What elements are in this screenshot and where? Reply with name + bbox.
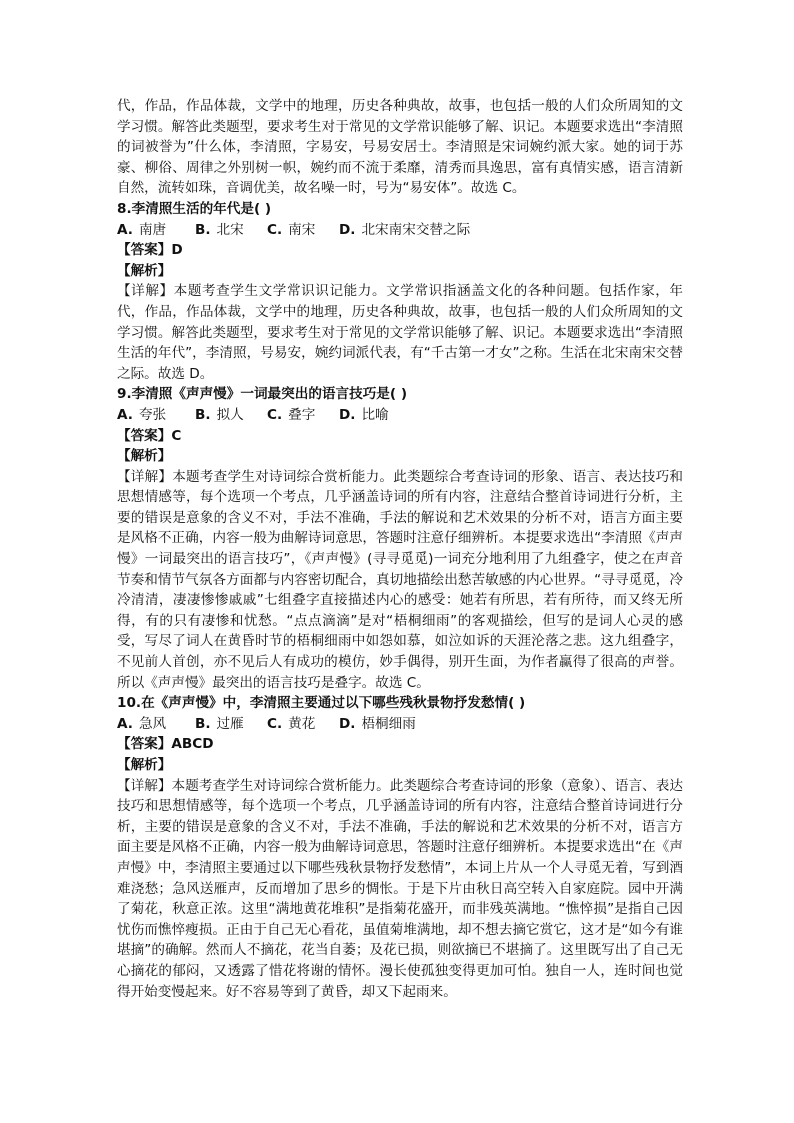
question-9-option-a: A. 夸张 [117, 406, 167, 423]
question-10-options [117, 714, 683, 735]
intro-paragraph: 代，作品，作品体裁，文学中的地理，历史各种典故，故事，也包括一般的人们众所周知的文学习惯。解答此类题型，要求考生对于常见的文学常识能够了解、识记。本题要求选出“李清照的词被誉为”什么体，李清照，字易安，号易安居士。李清照是宋词婉约派大家。她的词于苏豪、柳俗、周律之外别树一帜，婉约而不流于柔靡，清秀而具逸思，富有真情实感，语言清新自然，流转如珠，音调优美，故名噪一时，号为“易安体”。故选 C。 [117, 98, 683, 197]
question-9-option-c: C. 叠字 [267, 406, 316, 423]
question-9-option-b: B. 拟人 [195, 406, 244, 423]
question-8-stem: 8.李清照生活的年代是( ) [117, 200, 272, 217]
question-9-analysis-label: 【解析】 [117, 448, 172, 465]
question-8-answer: 【答案】D [117, 242, 183, 259]
question-9-options [117, 405, 683, 426]
question-10-option-c: C. 黄花 [267, 715, 316, 732]
question-10-option-a: A. 急风 [117, 715, 167, 732]
question-10-option-b: B. 过雁 [195, 715, 244, 732]
question-9-answer: 【答案】C [117, 427, 182, 444]
question-9-stem: 9.李清照《声声慢》一词最突出的语言技巧是( ) [117, 386, 408, 403]
question-8-option-d: D. 北宋南宋交替之际 [339, 221, 471, 238]
question-10-answer: 【答案】ABCD [117, 736, 214, 753]
question-10-analysis-label: 【解析】 [117, 757, 172, 773]
question-8-detail: 【详解】本题考查学生文学常识识记能力。文学常识指涵盖文化的各种问题。包括作家，年代，作品，作品体裁，文学中的地理，历史各种典故，故事，也包括一般的人们众所周知的文学习惯。解答此类题型，要求考生对于常见的文学常识能够了解、识记。本题要求选出“李清照生活的年代”，李清照，号易安，婉约词派代表，有“千古第一才女”之称。生活在北宋南宋交替之际。故选 D。 [117, 283, 683, 382]
question-9-option-d: D. 比喻 [339, 406, 389, 423]
question-9-detail: 【详解】本题考查学生对诗词综合赏析能力。此类题综合考查诗词的形象、语言、表达技巧和思想情感等，每个选项一个考点，几乎涵盖诗词的所有内容，注意结合整首诗词进行分析，主要的错误是意象的含义不对，手法不准确，手法的解说和艺术效果的分析不对，语言方面主要是风格不正确，内容一般为曲解诗词意思，答题时注意仔细辨析。本提要求选出“李清照《声声慢》一词最突出的语言技巧”，《声声慢》(寻寻觅觅)一词充分地利用了九组叠字，使之在声音节奏和情节气氛各方面都与内容密切配合，真切地描绘出愁苦敏感的内心世界。“寻寻觅觅，冷冷清清，凄凄惨惨戚戚”七组叠字直接描述内心的感受：她若有所思，若有所待，而又终无所得，有的只有凄惨和忧愁。“点点滴滴”是对“梧桐细雨”的客观描绘，但写的是词人心灵的感受，写尽了词人在黄昏时节的梧桐细雨中如怨如慕，如泣如诉的天涯沦落之悲。这九组叠字，不见前人首创，亦不见后人有成功的模仿，妙手偶得，别开生面，为作者赢得了很高的声誉。所以《声声慢》最突出的语言技巧是叠字。故选 C。 [117, 468, 683, 691]
question-8-option-a: A. 南唐 [117, 221, 167, 238]
document-page [117, 96, 683, 1002]
question-10-stem: 10.在《声声慢》中，李清照主要通过以下哪些残秋景物抒发愁情( ) [117, 695, 526, 712]
question-10-detail: 【详解】本题考查学生对诗词综合赏析能力。此类题综合考查诗词的形象（意象）、语言、表达技巧和思想情感等，每个选项一个考点，几乎涵盖诗词的所有内容，注意结合整首诗词进行分析，主要的错误是意象的含义不对，手法不准确，手法的解说和艺术效果的分析不对，语言方面主要是风格不正确，内容一般为曲解诗词意思，答题时注意仔细辨析。本提要求选出“在《声声慢》中，李清照主要通过以下哪些残秋景物抒发愁情”，本词上片从一个人寻觅无着，写到酒难浇愁；急风送雁声，反而增加了思乡的惆怅。于是下片由秋日高空转入自家庭院。园中开满了菊花，秋意正浓。这里“满地黄花堆积”是指菊花盛开，而非残英满地。“憔悴损”是指自己因忧伤而憔悴瘦损。正由于自己无心看花，虽值菊堆满地，却不想去摘它赏它，这才是“如今有谁堪摘”的确解。然而人不摘花，花当自萎；及花已损，则欲摘已不堪摘了。这里既写出了自己无心摘花的郁闷，又透露了惜花将谢的情怀。漫长使孤独变得更加可怕。独自一人，连时间也觉得开始变慢起来。好不容易等到了黄昏，却又下起雨来。 [117, 777, 683, 1000]
question-8-analysis-label: 【解析】 [117, 262, 172, 279]
question-10-option-d: D. 梧桐细雨 [339, 715, 416, 732]
question-8-option-b: B. 北宋 [195, 221, 244, 238]
question-8-options [117, 220, 683, 241]
question-8-option-c: C. 南宋 [267, 221, 316, 238]
